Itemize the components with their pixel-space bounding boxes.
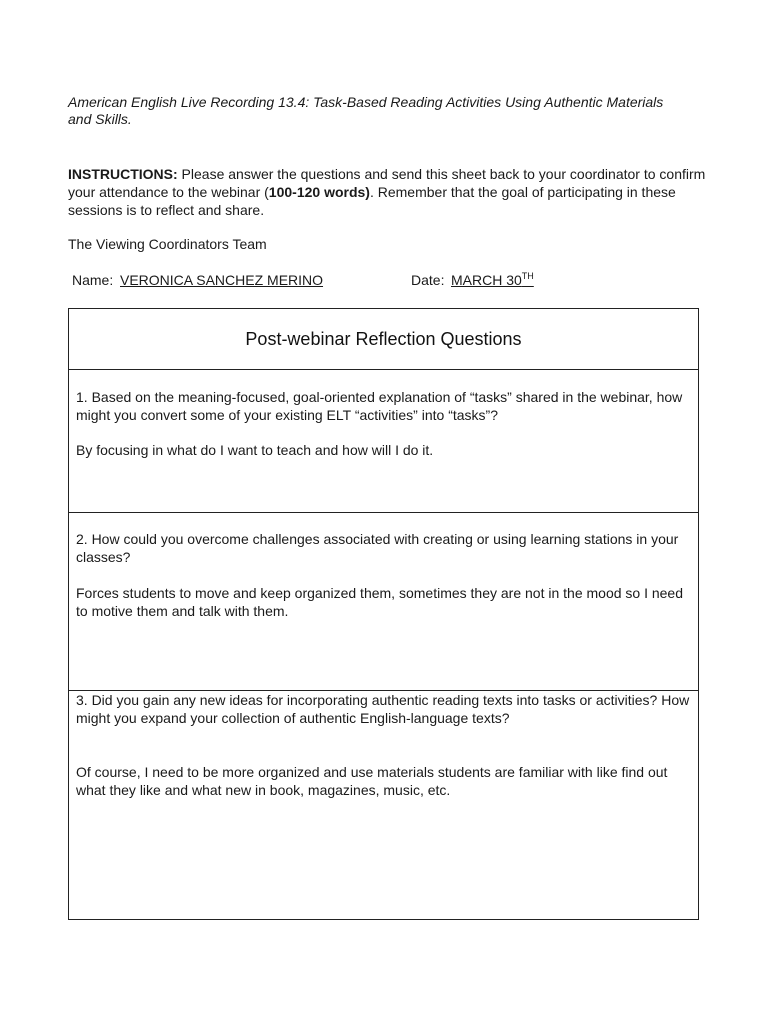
date-value xyxy=(451,272,534,288)
question-row-2 xyxy=(69,513,698,691)
date-label: Date: xyxy=(411,272,445,288)
table-heading: Post-webinar Reflection Questions xyxy=(245,328,522,349)
date-suffix: TH xyxy=(521,271,534,281)
answer-1: By focusing in what do I want to teach and how will I do it. xyxy=(76,442,434,458)
question-1: 1. Based on the meaning-focused, goal-oriented explanation of “tasks” shared in the webinar, how might you convert some of your existing ELT “activities” into “tasks”? xyxy=(76,389,683,423)
question-row-3 xyxy=(69,691,698,919)
date-text: MARCH 30 xyxy=(451,272,522,288)
answer-3: Of course, I need to be more organized and use materials students are familiar with like find out what they like and what new in book, magazines, music, etc. xyxy=(76,764,668,798)
instructions-text-after: . Remember that the goal of participating in these sessions is to reflect and share. xyxy=(68,184,676,218)
question-row-1 xyxy=(69,370,698,513)
instructions-paragraph xyxy=(68,165,708,219)
instructions-text-before: Please answer the questions and send this sheet back to your coordinator to confirm your attendance to the webinar ( xyxy=(68,166,706,200)
name-value: VERONICA SANCHEZ MERINO xyxy=(120,272,324,288)
answer-2: Forces students to move and keep organized them, sometimes they are not in the mood so I need to motive them and talk with them. xyxy=(76,585,684,619)
word-count: 100-120 words) xyxy=(268,184,370,200)
reflection-table xyxy=(68,308,699,920)
document-title: American English Live Recording 13.4: Task-Based Reading Activities Using Authentic Materials and Skills. xyxy=(68,94,664,127)
question-2: 2. How could you overcome challenges associated with creating or using learning stations in your classes? xyxy=(76,531,679,565)
instructions-label: INSTRUCTIONS: xyxy=(68,166,178,182)
name-label: Name: xyxy=(72,272,114,288)
team-signature: The Viewing Coordinators Team xyxy=(68,236,267,252)
name-date-row xyxy=(72,272,672,290)
question-3: 3. Did you gain any new ideas for incorporating authentic reading texts into tasks or activities? How might you expand your collection of authentic English-language texts? xyxy=(76,692,690,726)
table-header-row xyxy=(69,309,698,370)
